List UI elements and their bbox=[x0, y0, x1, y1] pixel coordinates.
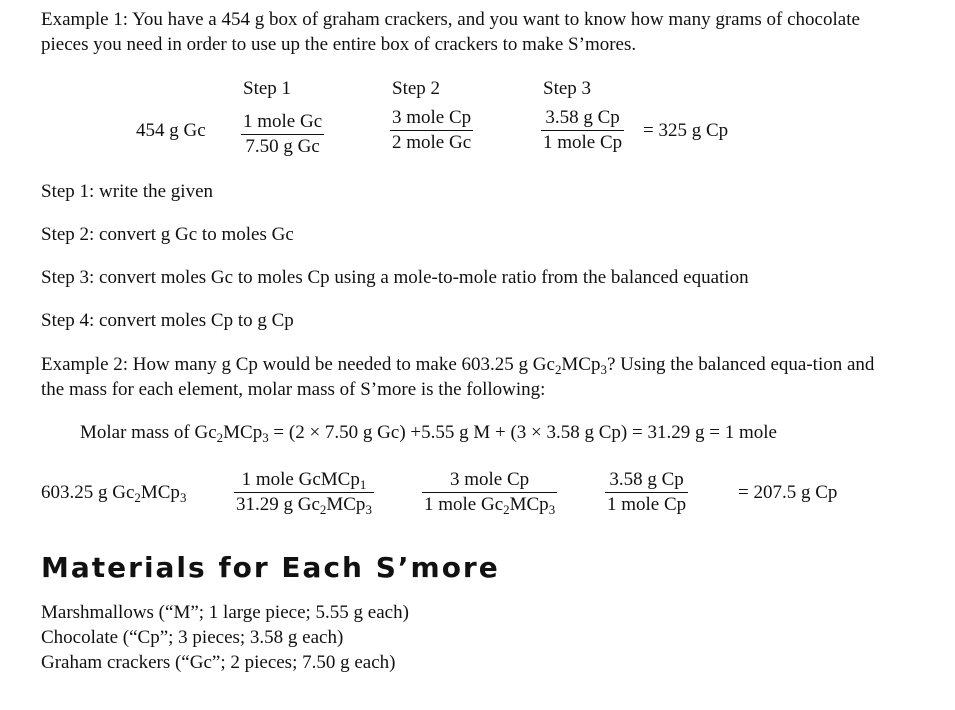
example-1-result: = 325 g Cp bbox=[643, 120, 729, 141]
example-2-paragraph: Example 2: How many g Cp would be needed to make 603.25 g $Gc_2MCp_3$? Using the balanced equa-tion and the mass for each element, molar mass of S’more is the following: bbox=[41, 354, 875, 400]
example-1-fraction-2 bbox=[390, 106, 473, 155]
example-1-paragraph: Example 1: You have a 454 g box of graham crackers, and you want to know how many grams of chocolate pieces you need in order to use up the entire box of crackers to make S’mores. bbox=[41, 9, 860, 55]
fraction-denominator: 1 mole Cp bbox=[607, 494, 687, 515]
material-item-graham-crackers: Graham crackers (“Gc”; 2 pieces; 7.50 g each) bbox=[41, 652, 396, 673]
example-2-result: = 207.5 g Cp bbox=[738, 482, 838, 503]
material-item-chocolate: Chocolate (“Cp”; 3 pieces; 3.58 g each) bbox=[41, 627, 344, 648]
step-1-text: Step 1: write the given bbox=[41, 181, 214, 202]
fraction-numerator: 1 mole GcMCp$_1$ bbox=[241, 469, 367, 493]
example-2-fraction-3 bbox=[605, 468, 688, 517]
materials-heading: Materials for Each S’more bbox=[41, 551, 500, 584]
example-2-given: 603.25 g $Gc_2MCp_3$ bbox=[41, 482, 187, 506]
fraction-denominator: 1 mole $Gc_2MCp_3$ bbox=[424, 494, 556, 518]
molar-mass-line: Molar mass of $Gc_2MCp_3 = (2 \times 7.50$ g Gc) +5.55 g M + (3 × 3.58 g Cp) = 31.29 g = 1 mole bbox=[80, 422, 777, 446]
step-3-text: Step 3: convert moles Gc to moles Cp using a mole-to-mole ratio from the balanced equation bbox=[41, 267, 749, 288]
step-2-header: Step 2 bbox=[392, 78, 441, 99]
fraction-numerator: 3.58 g Cp bbox=[545, 107, 620, 128]
step-2-text: Step 2: convert g Gc to moles Gc bbox=[41, 224, 294, 245]
example-1-fraction-3 bbox=[541, 106, 624, 155]
fraction-numerator: 3.58 g Cp bbox=[609, 469, 684, 490]
fraction-denominator: 7.50 g Gc bbox=[241, 134, 324, 159]
fraction-numerator: 1 mole Gc bbox=[243, 111, 323, 132]
fraction-denominator: 1 mole Cp bbox=[543, 132, 623, 153]
material-item-marshmallows: Marshmallows (“M”; 1 large piece; 5.55 g each) bbox=[41, 602, 409, 623]
fraction-denominator: 2 mole Gc bbox=[390, 130, 473, 155]
step-3-header: Step 3 bbox=[543, 78, 592, 99]
fraction-numerator: 3 mole Cp bbox=[392, 107, 472, 128]
example-2-fraction-2 bbox=[422, 468, 557, 517]
example-2-fraction-1 bbox=[234, 468, 374, 517]
fraction-numerator: 3 mole Cp bbox=[449, 469, 530, 490]
example-1-given: 454 g Gc bbox=[136, 120, 206, 141]
step-1-header: Step 1 bbox=[243, 78, 292, 99]
fraction-denominator: 31.29 g $Gc_2MCp_3$ bbox=[236, 494, 372, 518]
step-4-text: Step 4: convert moles Cp to g Cp bbox=[41, 310, 294, 331]
example-1-fraction-1 bbox=[241, 110, 324, 159]
